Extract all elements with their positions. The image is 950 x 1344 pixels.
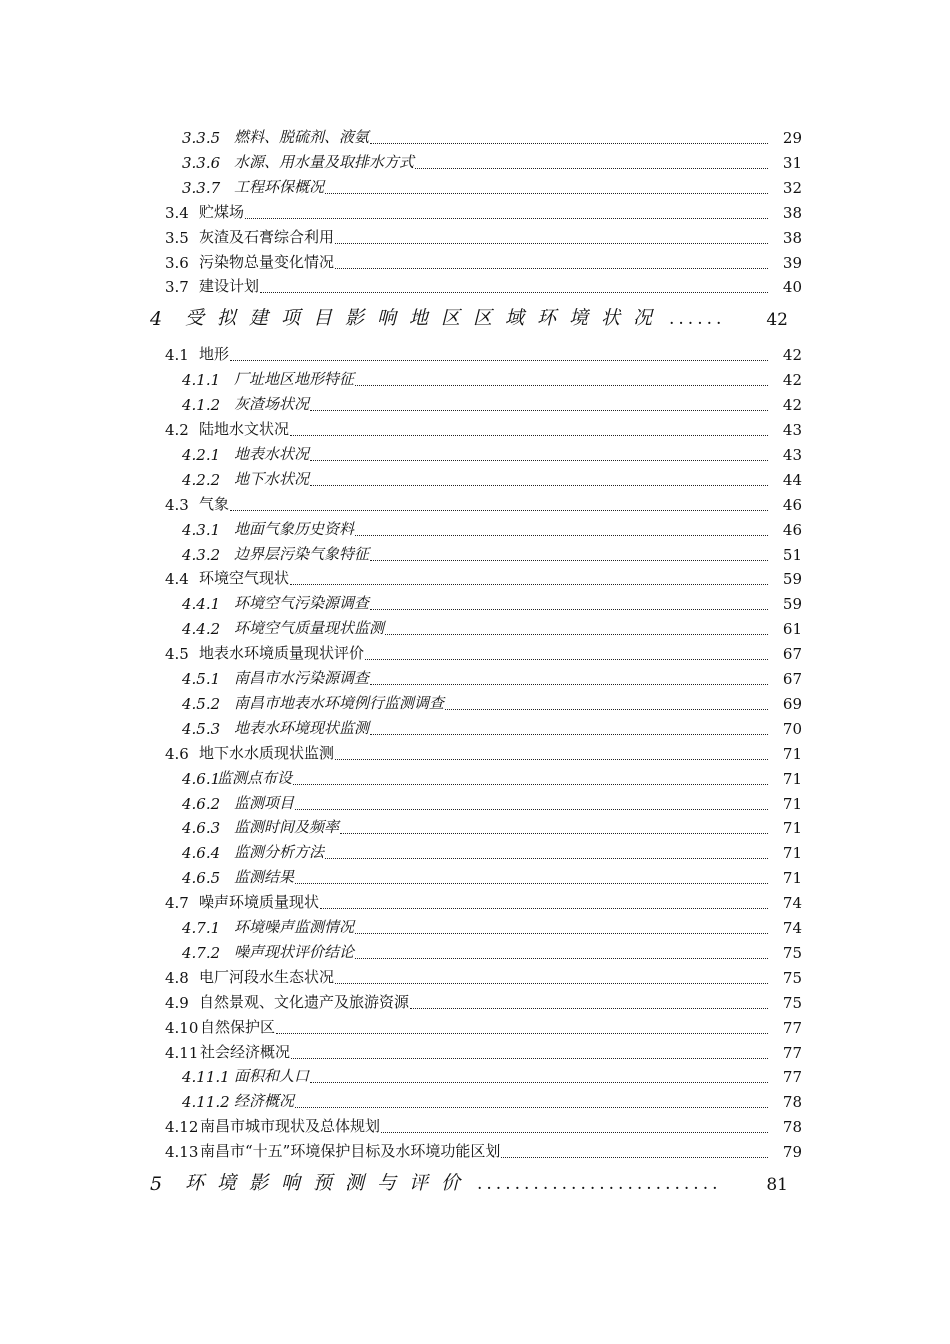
- toc-entry-title: 环境空气现状: [199, 569, 290, 588]
- toc-leader-dots: ......: [669, 309, 726, 330]
- toc-leader-dots: [365, 659, 768, 660]
- toc-entry-page: 67: [782, 645, 802, 664]
- toc-entry-title: 环境噪声监测情况: [234, 918, 355, 936]
- toc-entry-number: 4.6.2: [182, 794, 221, 813]
- toc-leader-dots: [385, 634, 768, 635]
- toc-row[interactable]: [0, 441, 950, 466]
- toc-entry-number: 4: [150, 308, 176, 331]
- toc-entry-number: 4.12: [165, 1118, 199, 1137]
- toc-entry-number: 4.7.2: [182, 943, 221, 962]
- toc-chapter-row[interactable]: [0, 302, 950, 332]
- toc-leader-dots: [230, 510, 768, 511]
- toc-row[interactable]: [0, 814, 950, 839]
- toc-leader-dots: [325, 858, 768, 859]
- toc-leader-dots: [260, 292, 768, 293]
- toc-entry-title: 灰渣及石膏综合利用: [199, 227, 335, 246]
- toc-entry-number: 3.6: [165, 253, 189, 272]
- toc-entry-title: 环境空气污染源调查: [234, 594, 370, 613]
- toc-row[interactable]: [0, 1039, 950, 1064]
- toc-row[interactable]: [0, 1014, 950, 1039]
- toc-row[interactable]: [0, 964, 950, 989]
- toc-entry-page: 78: [782, 1118, 802, 1137]
- toc-leader-dots: [310, 485, 768, 486]
- toc-entry-page: 42: [766, 310, 788, 331]
- toc-entry-title: 贮煤场: [199, 202, 245, 221]
- toc-entry-title: 环境影响预测与评价: [185, 1172, 474, 1194]
- toc-row[interactable]: [0, 391, 950, 416]
- toc-entry-page: 29: [782, 129, 802, 147]
- toc-entry-page: 43: [782, 421, 802, 439]
- toc-entry-number: 3.3.5: [182, 129, 221, 147]
- toc-row[interactable]: [0, 715, 950, 740]
- toc-entry-number: 3.3.6: [182, 153, 221, 172]
- toc-entry-title: 厂址地区地形特征: [234, 370, 355, 389]
- toc-entry-page: 32: [782, 178, 802, 197]
- toc-entry-number: 4.13: [165, 1143, 199, 1162]
- toc-leader-dots: [290, 435, 768, 436]
- toc-row[interactable]: [0, 366, 950, 391]
- toc-entry-number: 4.2.2: [182, 470, 221, 489]
- toc-row[interactable]: [0, 790, 950, 815]
- toc-entry-title: 地下水水质现状监测: [199, 743, 335, 762]
- toc-entry-page: 70: [782, 719, 802, 738]
- toc-entry-title: 边界层污染气象特征: [234, 544, 370, 563]
- toc-entry-page: 39: [782, 253, 802, 272]
- toc-entry-page: 78: [782, 1093, 802, 1112]
- toc-entry-title: 地下水状况: [234, 469, 310, 488]
- toc-row[interactable]: [0, 174, 950, 199]
- toc-entry-page: 81: [766, 1175, 788, 1195]
- toc-leader-dots: [335, 268, 768, 269]
- toc-entry-page: 71: [782, 794, 802, 813]
- toc-entry-title: 社会经济概况: [200, 1042, 291, 1061]
- toc-entry-title: 南昌市“十五”环境保护目标及水环境功能区划: [200, 1142, 501, 1161]
- toc-entry-number: 4.1.1: [182, 371, 221, 390]
- toc-entry-page: 67: [782, 670, 802, 688]
- toc-entry-title: 面积和人口: [234, 1067, 310, 1086]
- toc-row[interactable]: [0, 1113, 950, 1138]
- toc-entry-page: 77: [782, 1018, 802, 1037]
- toc-entry-number: 3.5: [165, 228, 189, 247]
- toc-row[interactable]: [0, 640, 950, 665]
- toc-entry-page: 44: [782, 470, 802, 489]
- toc-entry-number: 4.7: [165, 894, 189, 913]
- toc-entry-page: 46: [782, 495, 802, 514]
- toc-entry-number: 4.6.1: [182, 769, 221, 788]
- toc-entry-title: 水源、用水量及取排水方式: [234, 152, 415, 171]
- toc-entry-page: 42: [782, 346, 802, 365]
- toc-leader-dots: [355, 535, 768, 536]
- toc-entry-number: 4.6.3: [182, 819, 221, 838]
- toc-entry-title: 污染物总量变化情况: [199, 252, 335, 271]
- toc-entry-number: 4.1.2: [182, 396, 221, 415]
- toc-entry-number: 4.5.1: [182, 670, 221, 688]
- toc-entry-title: 地面气象历史资料: [234, 519, 355, 538]
- toc-entry-number: 4.4: [165, 570, 189, 589]
- toc-entry-page: 75: [782, 968, 802, 987]
- toc-entry-page: 59: [782, 595, 802, 614]
- toc-entry-title: 环境空气质量现状监测: [234, 619, 385, 638]
- toc-row[interactable]: [0, 541, 950, 566]
- toc-row[interactable]: [0, 864, 950, 889]
- toc-entry-number: 4.5.3: [182, 719, 221, 738]
- toc-leader-dots: [355, 958, 768, 959]
- toc-leader-dots: [335, 243, 768, 244]
- toc-entry-number: 4.4.1: [182, 595, 221, 614]
- toc-entry-title: 噪声现状评价结论: [234, 942, 355, 961]
- toc-entry-title: 南昌市水污染源调查: [234, 669, 370, 687]
- toc-entry-title: 地表水状况: [234, 444, 310, 463]
- toc-entry-number: 4.10: [165, 1018, 199, 1037]
- toc-leader-dots: [245, 218, 768, 219]
- toc-leader-dots: [355, 933, 768, 934]
- toc-leader-dots: [355, 385, 768, 386]
- toc-row[interactable]: [0, 199, 950, 224]
- toc-entry-page: 71: [782, 819, 802, 838]
- toc-leader-dots: [295, 883, 768, 884]
- toc-leader-dots: [370, 609, 768, 610]
- toc-entry-number: 4.9: [165, 993, 189, 1012]
- toc-leader-dots: [325, 193, 768, 194]
- toc-row[interactable]: [0, 224, 950, 249]
- toc-leader-dots: [295, 1107, 768, 1108]
- toc-row[interactable]: [0, 665, 950, 690]
- toc-entry-page: 42: [782, 371, 802, 390]
- toc-entry-title: 地表水环境现状监测: [234, 718, 370, 737]
- toc-chapter-row[interactable]: [0, 1167, 950, 1197]
- toc-leader-dots: [410, 1008, 768, 1009]
- toc-row[interactable]: [0, 765, 950, 790]
- toc-entry-page: 77: [782, 1068, 802, 1087]
- toc-row[interactable]: [0, 989, 950, 1014]
- toc-row[interactable]: [0, 341, 950, 366]
- toc-entry-title: 燃料、脱硫剂、液氨: [234, 128, 370, 146]
- toc-row[interactable]: [0, 1138, 950, 1163]
- toc-leader-dots: [370, 734, 768, 735]
- toc-leader-dots: [370, 560, 768, 561]
- toc-entry-title: 灰渣场状况: [234, 395, 310, 414]
- toc-entry-number: 4.4.2: [182, 620, 221, 639]
- toc-leader-dots: [310, 410, 768, 411]
- toc-entry-number: 3.7: [165, 278, 189, 297]
- toc-entry-number: 4.11.1: [182, 1068, 230, 1087]
- toc-row[interactable]: [0, 889, 950, 914]
- toc-row[interactable]: [0, 615, 950, 640]
- toc-entry-page: 61: [782, 620, 802, 639]
- toc-entry-title: 陆地水文状况: [199, 420, 290, 438]
- toc-row[interactable]: [0, 466, 950, 491]
- toc-leader-dots: [381, 1132, 768, 1133]
- toc-entry-page: 31: [782, 153, 802, 172]
- toc-leader-dots: [340, 833, 768, 834]
- toc-entry-title: 监测结果: [234, 868, 295, 887]
- toc-entry-title: 气象: [199, 494, 230, 513]
- toc-entry-page: 74: [782, 894, 802, 913]
- toc-entry-page: 59: [782, 570, 802, 589]
- toc-entry-title: 监测项目: [234, 793, 295, 812]
- toc-entry-number: 4.5.2: [182, 694, 221, 713]
- toc-entry-number: 4.7.1: [182, 919, 221, 937]
- toc-row[interactable]: [0, 124, 950, 149]
- toc-entry-number: 4.5: [165, 645, 189, 664]
- toc-entry-page: 51: [782, 545, 802, 564]
- toc-leader-dots: [320, 908, 768, 909]
- toc-entry-page: 71: [782, 744, 802, 763]
- toc-leader-dots: [293, 784, 768, 785]
- toc-entry-title: 经济概况: [234, 1092, 295, 1111]
- toc-entry-title: 噪声环境质量现状: [199, 893, 320, 912]
- toc-entry-title: 监测点布设: [217, 768, 293, 787]
- toc-entry-page: 40: [782, 278, 802, 297]
- toc-entry-number: 4.2.1: [182, 445, 221, 464]
- toc-entry-page: 71: [782, 844, 802, 863]
- toc-entry-title: 监测分析方法: [234, 843, 325, 862]
- toc-entry-number: 4.6.4: [182, 844, 221, 863]
- toc-entry-number: 4.3: [165, 495, 189, 514]
- toc-row[interactable]: [0, 590, 950, 615]
- toc-row[interactable]: [0, 273, 950, 298]
- toc-entry-title: 自然保护区: [200, 1017, 276, 1036]
- toc-entry-page: 75: [782, 993, 802, 1012]
- toc-leader-dots: [335, 759, 768, 760]
- toc-entry-number: 3.4: [165, 203, 189, 222]
- toc-leader-dots: [230, 360, 768, 361]
- toc-entry-page: 71: [782, 769, 802, 788]
- toc-entry-page: 46: [782, 520, 802, 539]
- toc-entry-title: 电厂河段水生态状况: [199, 967, 335, 986]
- toc-entry-title: 工程环保概况: [234, 177, 325, 196]
- toc-row[interactable]: [0, 690, 950, 715]
- toc-row[interactable]: [0, 491, 950, 516]
- toc-leader-dots: [370, 684, 768, 685]
- toc-leader-dots: [445, 709, 768, 710]
- toc-entry-page: 79: [782, 1143, 802, 1162]
- toc-row[interactable]: [0, 516, 950, 541]
- toc-entry-number: 4.11: [165, 1043, 199, 1062]
- toc-entry-page: 77: [782, 1043, 802, 1062]
- toc-entry-number: 4.3.1: [182, 520, 221, 539]
- toc-leader-dots: [335, 983, 768, 984]
- toc-leader-dots: [291, 1058, 768, 1059]
- toc-entry-page: 74: [782, 919, 802, 937]
- toc-entry-page: 42: [782, 396, 802, 415]
- toc-entry-page: 69: [782, 694, 802, 713]
- toc-row[interactable]: [0, 1088, 950, 1113]
- toc-entry-page: 43: [782, 445, 802, 464]
- toc-row[interactable]: [0, 249, 950, 274]
- toc-entry-number: 4.11.2: [182, 1093, 230, 1112]
- toc-entry-title: 自然景观、文化遗产及旅游资源: [199, 992, 410, 1011]
- toc-leader-dots: [290, 584, 768, 585]
- toc-entry-number: 4.6.5: [182, 869, 221, 888]
- toc-entry-title: 南昌市城市现状及总体规划: [200, 1117, 381, 1136]
- toc-row[interactable]: [0, 149, 950, 174]
- toc-entry-title: 南昌市地表水环境例行监测调查: [234, 693, 445, 712]
- toc-row[interactable]: [0, 1063, 950, 1088]
- toc-entry-number: 3.3.7: [182, 178, 221, 197]
- toc-entry-title: 地表水环境质量现状评价: [199, 644, 365, 663]
- toc-entry-page: 38: [782, 203, 802, 222]
- toc-entry-title: 受拟建项目影响地区区域环境状况: [185, 307, 666, 330]
- toc-leader-dots: [310, 1082, 768, 1083]
- toc-leader-dots: [295, 809, 768, 810]
- toc-entry-page: 75: [782, 943, 802, 962]
- toc-leader-dots: [276, 1033, 768, 1034]
- toc-entry-number: 5: [150, 1173, 176, 1195]
- toc-entry-page: 71: [782, 869, 802, 888]
- toc-row[interactable]: [0, 565, 950, 590]
- toc-entry-number: 4.6: [165, 744, 189, 763]
- toc-row[interactable]: [0, 914, 950, 939]
- toc-leader-dots: [415, 168, 768, 169]
- toc-leader-dots: [501, 1157, 768, 1158]
- toc-entry-page: 38: [782, 228, 802, 247]
- toc-entry-number: 4.8: [165, 968, 189, 987]
- toc-entry-number: 4.1: [165, 346, 189, 365]
- toc-row[interactable]: [0, 740, 950, 765]
- toc-entry-number: 4.3.2: [182, 545, 221, 564]
- toc-entry-number: 4.2: [165, 421, 189, 439]
- toc-row[interactable]: [0, 939, 950, 964]
- toc-entry-title: 建设计划: [199, 277, 260, 296]
- toc-entry-title: 监测时间及频率: [234, 818, 340, 837]
- toc-leader-dots: [370, 143, 768, 144]
- toc-leader-dots: [310, 460, 768, 461]
- toc-entry-title: 地形: [199, 345, 230, 364]
- toc-row[interactable]: [0, 839, 950, 864]
- toc-row[interactable]: [0, 416, 950, 441]
- toc-leader-dots: ..........................: [477, 1174, 722, 1194]
